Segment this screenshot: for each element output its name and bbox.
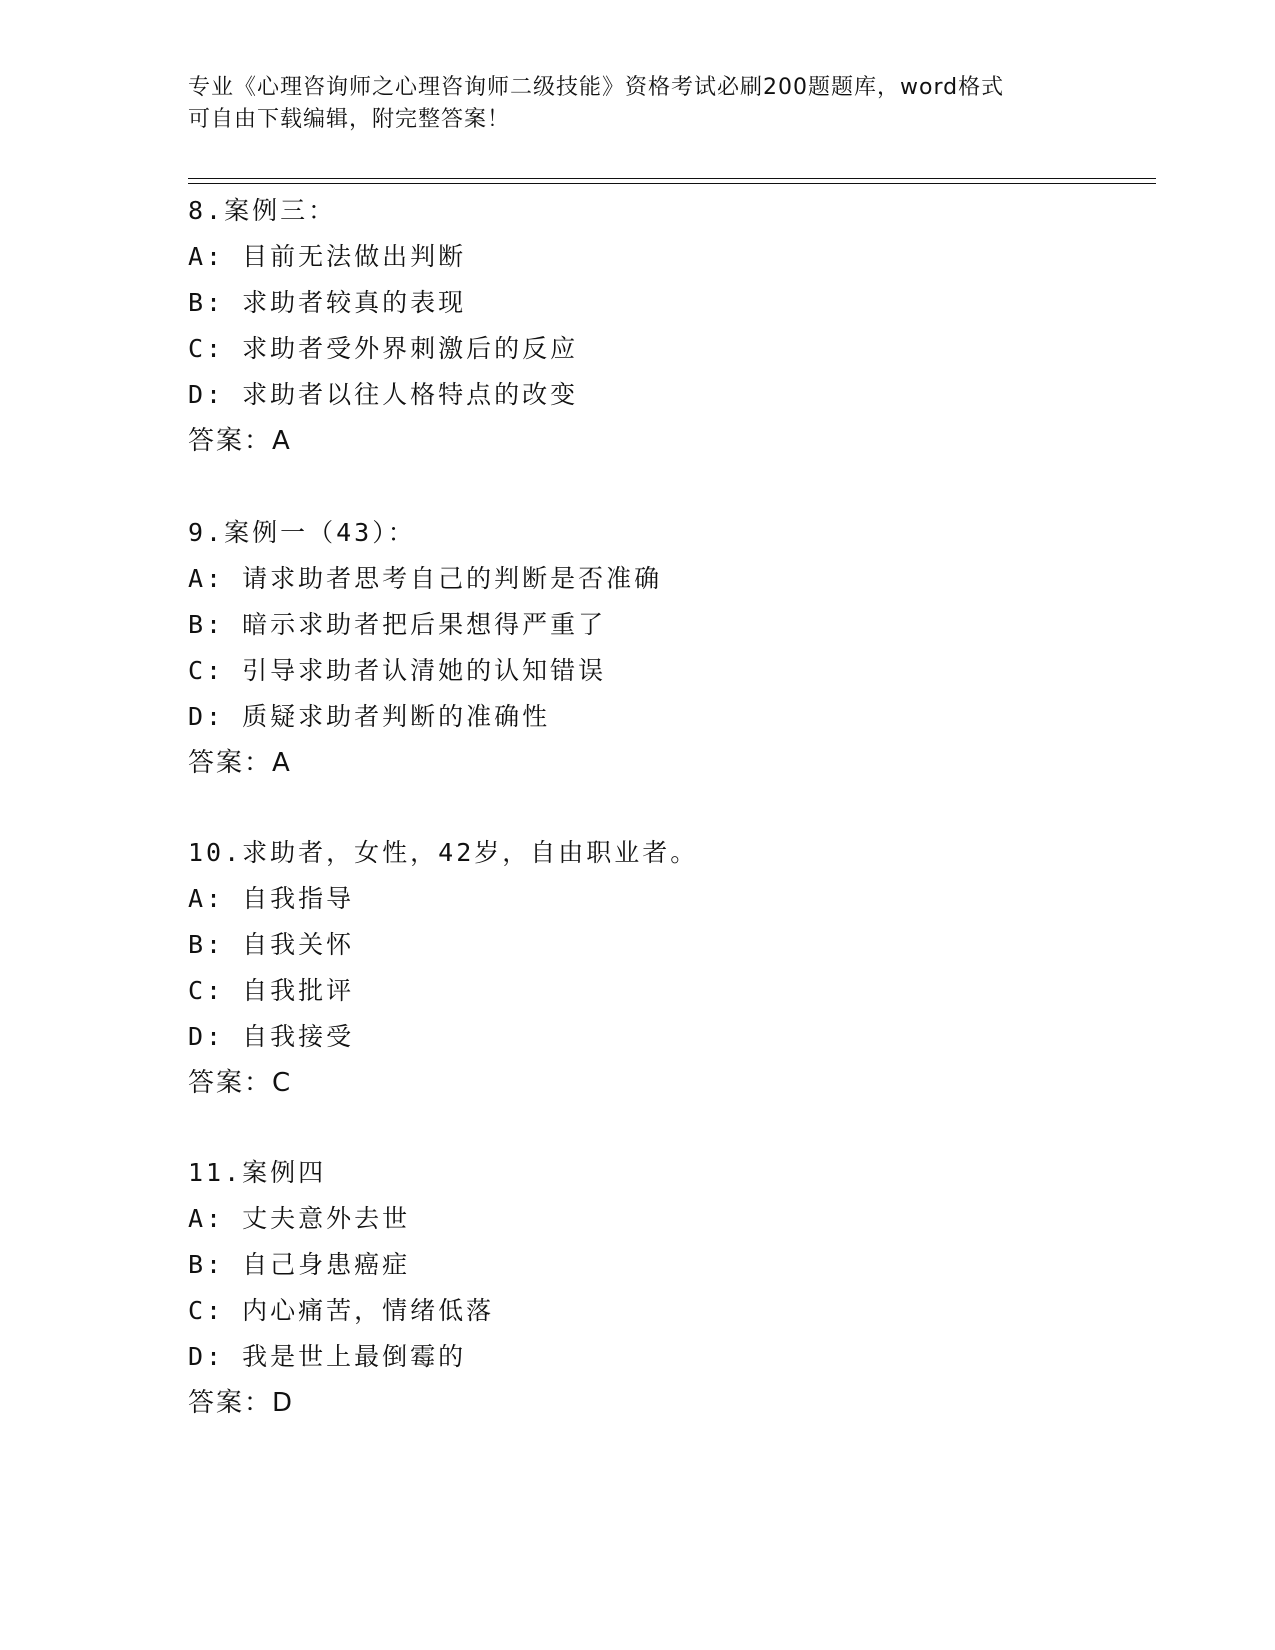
option-b: B: 暗示求助者把后果想得严重了: [188, 610, 607, 639]
question-11: [188, 1150, 1138, 1426]
header-line-1: 专业《心理咨询师之心理咨询师二级技能》资格考试必刷200题题库，word格式: [188, 75, 1005, 100]
question-stem: 8.案例三：: [188, 196, 337, 225]
option-c: C: 引导求助者认清她的认知错误: [188, 656, 607, 685]
answer-label: 答案：A: [188, 748, 292, 778]
question-stem: 11.案例四: [188, 1158, 327, 1187]
answer-label: 答案：C: [188, 1068, 293, 1098]
option-c: C: 自我批评: [188, 976, 355, 1005]
option-d: D: 自我接受: [188, 1022, 355, 1051]
option-a: A: 目前无法做出判断: [188, 242, 467, 271]
question-8: [188, 188, 1138, 464]
option-a: A: 自我指导: [188, 884, 355, 913]
answer-label: 答案：D: [188, 1388, 295, 1418]
header-divider-top: [188, 178, 1156, 179]
option-d: D: 质疑求助者判断的准确性: [188, 702, 551, 731]
option-a: A: 丈夫意外去世: [188, 1204, 411, 1233]
option-b: B: 自己身患癌症: [188, 1250, 411, 1279]
option-d: D: 求助者以往人格特点的改变: [188, 380, 579, 409]
question-10: [188, 830, 1138, 1106]
answer-label: 答案：A: [188, 426, 292, 456]
option-c: C: 内心痛苦，情绪低落: [188, 1296, 495, 1325]
document-header: [188, 72, 1088, 136]
option-b: B: 自我关怀: [188, 930, 355, 959]
option-b: B: 求助者较真的表现: [188, 288, 467, 317]
question-stem: 9.案例一（43）：: [188, 518, 416, 547]
option-a: A: 请求助者思考自己的判断是否准确: [188, 564, 663, 593]
option-d: D: 我是世上最倒霉的: [188, 1342, 467, 1371]
question-stem: 10.求助者，女性，42岁，自由职业者。: [188, 838, 699, 867]
option-c: C: 求助者受外界刺激后的反应: [188, 334, 579, 363]
question-9: [188, 510, 1138, 786]
header-line-2: 可自由下载编辑，附完整答案！: [188, 107, 511, 132]
header-divider-bottom: [188, 183, 1156, 184]
